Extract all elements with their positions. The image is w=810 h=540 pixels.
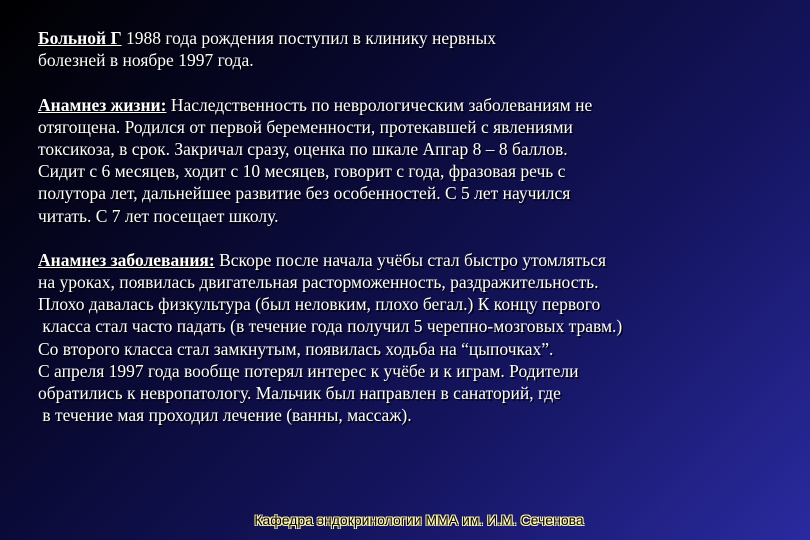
patient-label: Больной Г bbox=[38, 28, 122, 48]
para3-line-4: класса стал часто падать (в течение года получил 5 черепно-мозговых травм.) bbox=[38, 316, 623, 337]
para3-line-6: С апреля 1997 года вообще потерял интерес к учёбе и к играм. Родители bbox=[38, 360, 579, 381]
para3-line-3: Плохо давалась физкультура (был неловким, плохо бегал.) К концу первого bbox=[38, 294, 601, 315]
para2-line-3: токсикоза, в срок. Закричал сразу, оценка по шкале Апгар 8 – 8 баллов. bbox=[38, 138, 568, 159]
para3-line-2: на уроках, появилась двигательная расторможенность, раздражительность. bbox=[38, 272, 599, 293]
para2-line-2: отягощена. Родился от первой беременности, протекавшей с явлениями bbox=[38, 116, 573, 137]
case-text bbox=[38, 27, 778, 426]
para2-line-4: Сидит с 6 месяцев, ходит с 10 месяцев, говорит с года, фразовая речь с bbox=[38, 161, 566, 182]
disease-anamnesis-label: Анамнез заболевания: bbox=[38, 249, 215, 270]
life-anamnesis-label: Анамнез жизни: bbox=[38, 94, 167, 115]
footer-department: Кафедра эндокринологии ММА им. И.М. Сеченова bbox=[254, 512, 584, 528]
para3-line-8: в течение мая проходил лечение (ванны, массаж). bbox=[38, 405, 412, 426]
para1-line-2: болезней в ноябре 1997 года. bbox=[38, 50, 254, 71]
para3-line-7: обратились к невропатологу. Мальчик был направлен в санаторий, где bbox=[38, 383, 561, 403]
para2-line-5: полутора лет, дальнейшее развитие без особенностей. С 5 лет научился bbox=[38, 183, 571, 204]
para3-line-1: Анамнез заболевания: Вскоре после начала учёбы стал быстро утомляться bbox=[38, 249, 607, 270]
para1-line-1: Больной Г 1988 года рождения поступил в клинику нервных bbox=[38, 28, 497, 48]
spacer bbox=[38, 71, 778, 93]
para3-line-5: Со второго класса стал замкнутым, появилась ходьба на “цыпочках”. bbox=[38, 338, 554, 359]
para2-line-6: читать. С 7 лет посещает школу. bbox=[38, 205, 279, 226]
para2-line-1: Анамнез жизни: Наследственность по неврологическим заболеваниям не bbox=[38, 94, 593, 115]
spacer bbox=[38, 227, 778, 249]
